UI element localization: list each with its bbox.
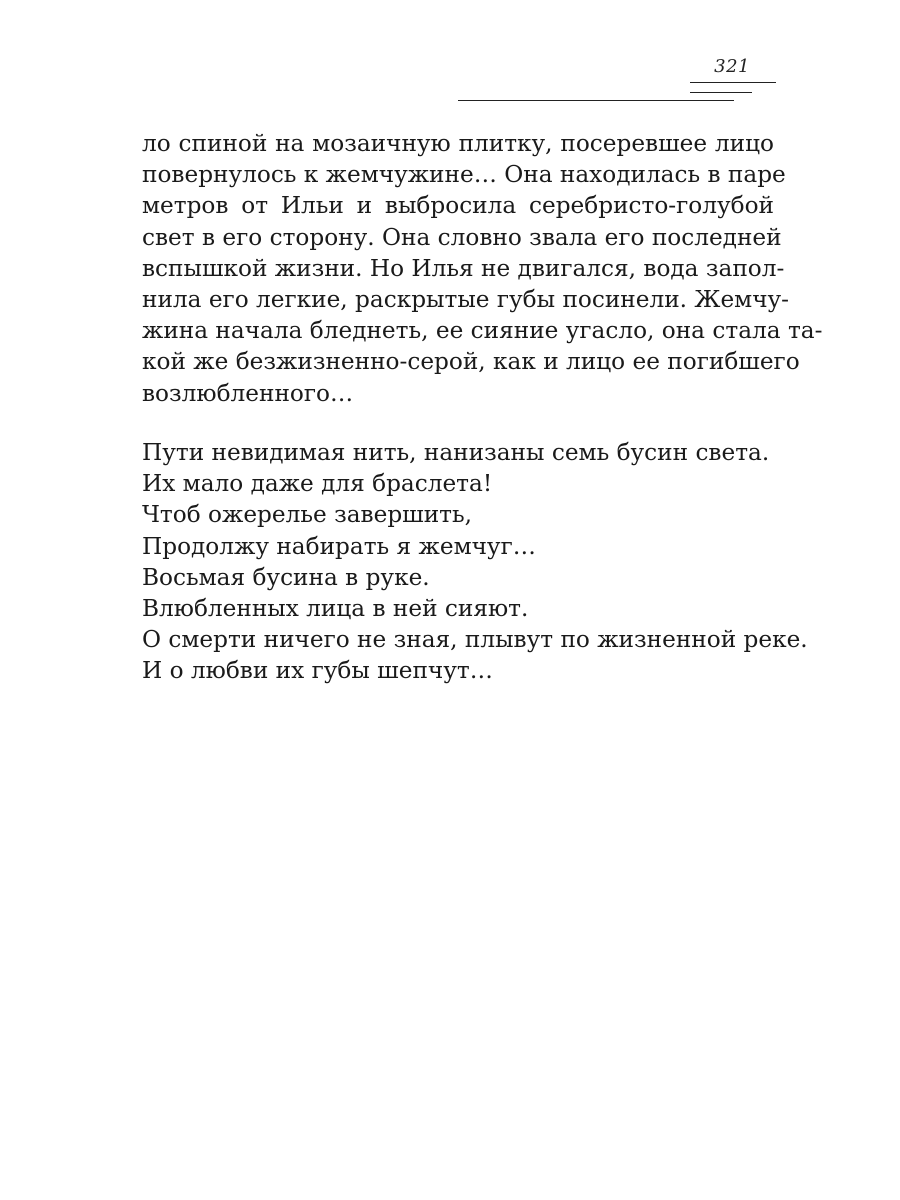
paragraph-line: возлюбленного… [142,379,354,407]
poem-line: Продолжу набирать я жемчуг… [142,532,536,560]
paragraph-line: ло спиной на мозаичную плитку, посеревшее лицо [142,130,774,157]
header-rule-long [458,100,734,101]
poem-line: Пути невидимая нить, нанизаны семь бусин света. [142,439,770,466]
poem-line: И о любви их губы шепчут… [142,657,493,685]
paragraph-line: кой же безжизненно-серой, как и лицо ее погибшего [142,348,800,376]
page-number: 321 [714,56,750,77]
paragraph-line: вспышкой жизни. Но Илья не двигался, вода запол- [142,254,785,282]
poem-line: Восьмая бусина в руке. [142,563,430,591]
paragraph-line: свет в его сторону. Она словно звала его последней [142,223,782,251]
header-rule-top [690,82,776,83]
header-rule-middle [690,92,752,93]
prose-paragraph [142,128,823,409]
poem-stanza [142,437,822,687]
paragraph-line: жина начала бледнеть, ее сияние угасло, она стала та- [142,317,823,345]
poem-line: Влюбленных лица в ней сияют. [142,595,529,623]
poem-line: О смерти ничего не зная, плывут по жизненной реке. [142,626,808,654]
paragraph-line: повернулось к жемчужине… Она находилась в паре [142,161,786,189]
paragraph-line: метров от Ильи и выбросила серебристо-голубой [142,192,774,220]
paragraph-line: нила его легкие, раскрытые губы посинели. Жемчу- [142,286,790,314]
poem-line: Чтоб ожерелье завершить, [142,501,472,529]
poem-line: Их мало даже для браслета! [142,470,493,498]
